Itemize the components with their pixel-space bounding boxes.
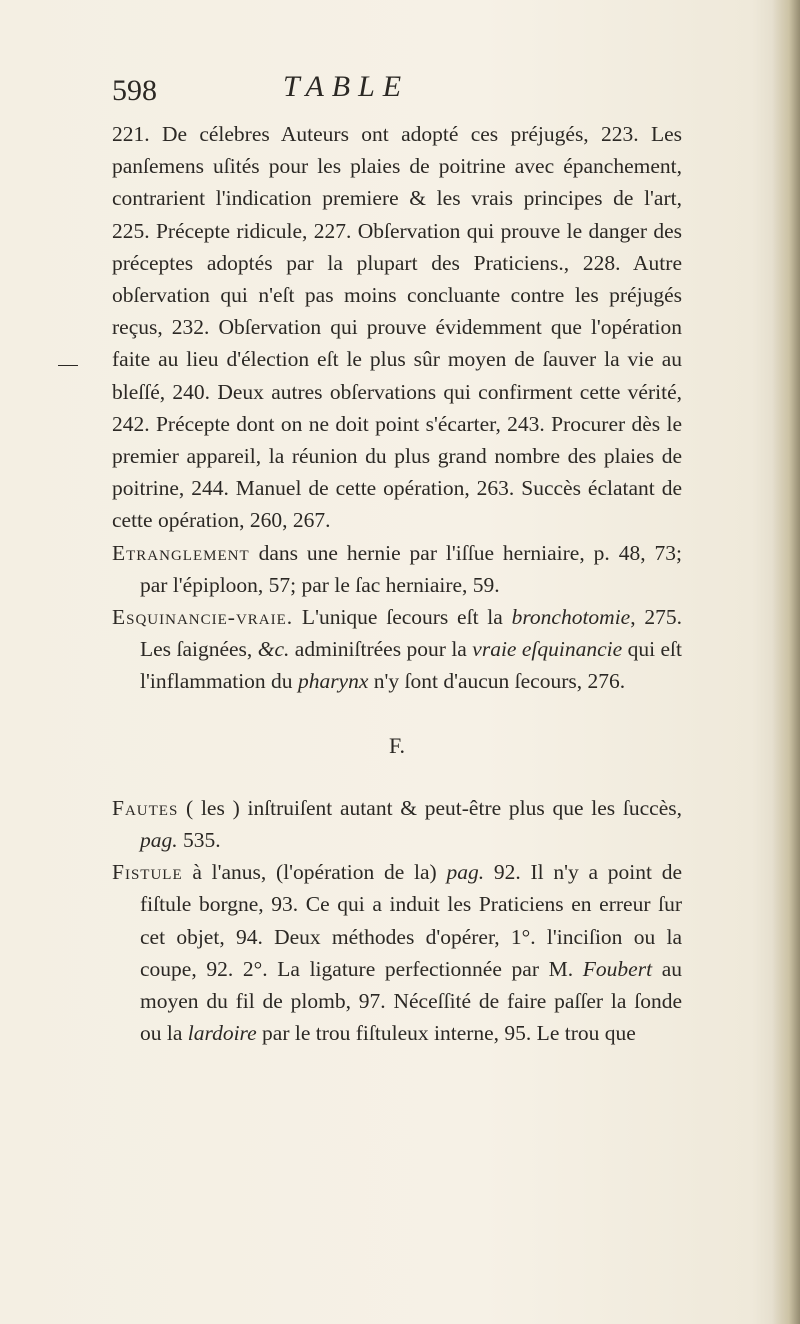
margin-mark: [58, 365, 78, 366]
entry-italic: Foubert: [582, 956, 653, 981]
section-letter: F.: [389, 732, 405, 758]
page-edge-shadow: [772, 0, 800, 1324]
entry-text: à l'anus, (l'opération de la): [182, 860, 447, 885]
index-body: [112, 118, 682, 1049]
entry-italic: bronchotomie: [511, 605, 631, 630]
entry-headword: Fistule: [112, 860, 183, 885]
entry-text: au moyen du fil de plomb, 97. Néceſſité de faire paſſer la ſonde ou la: [140, 956, 683, 1046]
index-entry-fistule: [112, 856, 682, 1049]
entry-italic: &c.: [257, 637, 290, 662]
index-entry-continuation: [112, 118, 682, 537]
running-head: TABLE: [283, 70, 410, 103]
page-number: 598: [112, 74, 157, 107]
entry-text: par le trou fiſtuleux interne, 95. Le trou que: [256, 1021, 636, 1046]
entry-text: , 275. Les ſaignées,: [140, 605, 682, 662]
index-entry-fautes: [112, 792, 682, 856]
entry-headword: Fautes: [112, 795, 179, 820]
entry-italic: lardoire: [187, 1021, 257, 1046]
entry-text: n'y ſont d'aucun ſecours, 276.: [368, 669, 626, 694]
entry-text: 92. Il n'y a point de fiſtule borgne, 93. Ce qui a induit les Praticiens en erreur ſur cet objet, 94. Deux méthodes d'opérer, 1°. l'inciſion ou la coupe, 92. 2°. La ligature perfectionnée par M.: [140, 860, 683, 981]
entry-text: dans une hernie par l'iſſue herniaire, p. 48, 73; par l'épiploon, 57; par le ſac herniaire, 59.: [140, 540, 682, 597]
entry-italic: pag.: [446, 860, 485, 885]
entry-italic: pag.: [140, 828, 178, 853]
index-entry-etranglement: [112, 537, 682, 601]
entry-headword: Etranglement: [112, 540, 250, 565]
entry-text: qui eſt l'inflammation du: [140, 637, 682, 694]
entry-text: 221. De célebres Auteurs ont adopté ces préjugés, 223. Les panſemens uſités pour les plaies de poitrine avec épanchement, contrarient l'indication premiere & les vrais principes de l'art, 225. Précepte ridicule, 227. Obſervation qui prouve le danger des préceptes adoptés par la plupart des Praticiens., 228. Autre obſervation qui n'eſt pas moins concluante contre les préjugés reçus, 232. Obſervation qui prouve évidemment que l'opération faite au lieu d'élection eſt le plus sûr moyen de ſauver la vie au bleſſé, 240. Deux autres obſervations qui confirment cette vérité, 242. Précepte dont on ne doit point s'écarter, 243. Procurer dès le premier appareil, la réunion du plus grand nombre des plaies de poitrine, 244. Manuel de cette opération, 263. Succès éclatant de cette opération, 260, 267.: [112, 122, 682, 533]
entry-text: ( les ) inſtruiſent autant & peut-être plus que les ſuccès,: [178, 795, 682, 820]
entry-text: 535.: [177, 828, 221, 853]
entry-text: adminiſtrées pour la: [289, 637, 473, 662]
entry-italic: vraie eſquinancie: [472, 637, 623, 662]
index-entry-esquinancie: [112, 601, 682, 698]
entry-headword: Esquinancie-vraie.: [112, 605, 294, 630]
entry-italic: pharynx: [297, 669, 369, 694]
entry-text: L'unique ſecours eſt la: [293, 605, 512, 630]
